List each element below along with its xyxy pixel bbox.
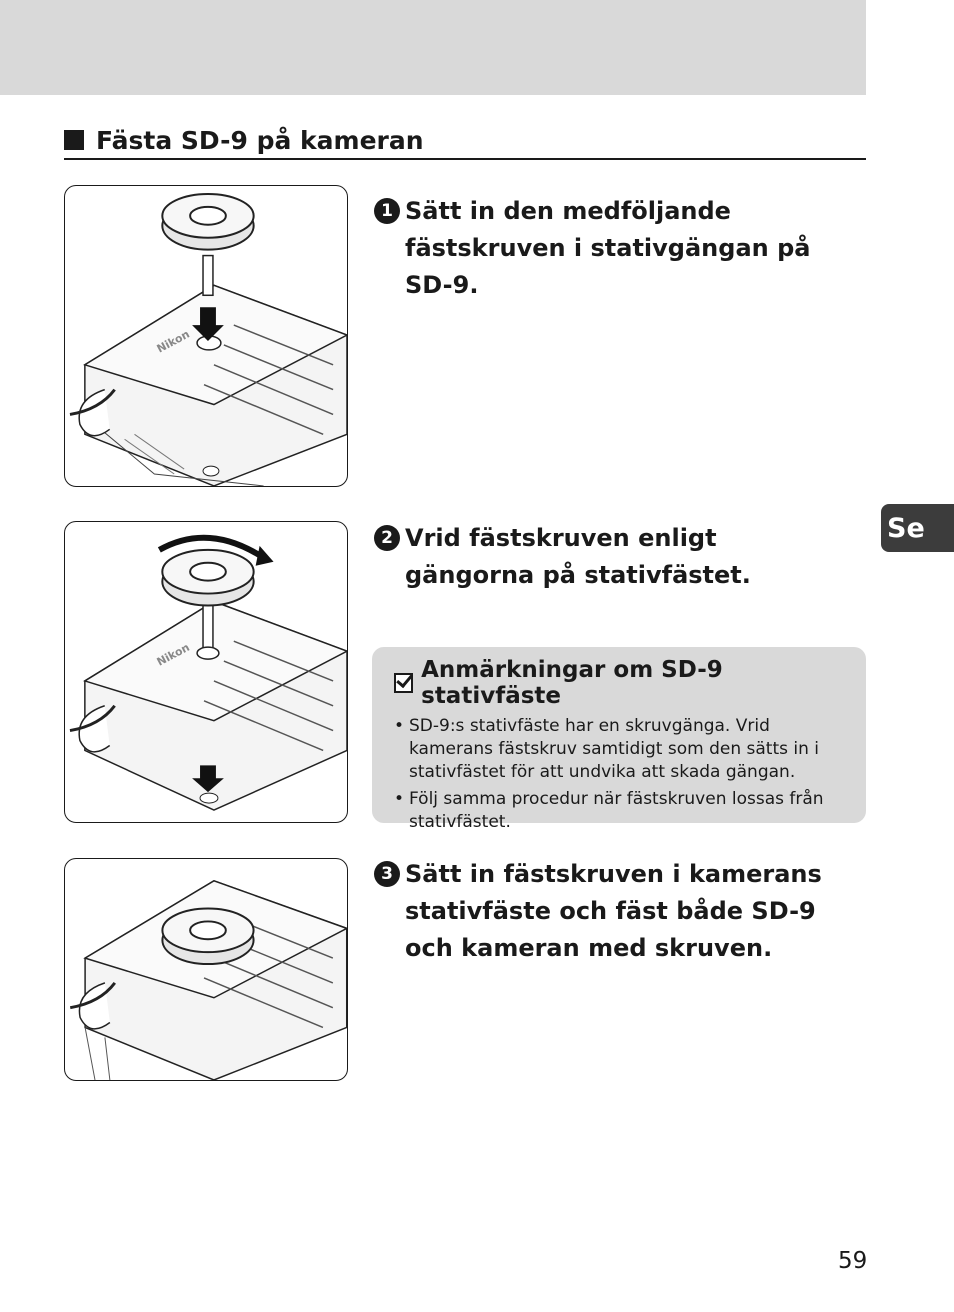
step-3 [374,856,854,967]
step-text: Sätt in fästskruven i kamerans stativfäste och fäst både SD-9 och kameran med skruven. [405,860,822,962]
step-number-badge: 3 [374,861,400,887]
note-item: • Följ samma procedur när fästskruven lossas från stativfästet. [394,788,846,834]
language-tab: Se [881,504,954,552]
step-text: Sätt in den medföljande fästskruven i stativgängan på SD-9. [405,197,811,299]
figure-step-3 [64,858,348,1081]
page-number: 59 [838,1248,868,1274]
step-number-badge: 2 [374,525,400,551]
nikon-logo: Nikon [154,327,192,356]
figure-step-2 [64,521,348,823]
header-band [0,0,866,95]
sd9-illustration-insert-screw [65,186,347,486]
step-number-badge: 1 [374,198,400,224]
checkmark-note-icon [394,673,413,693]
square-bullet-icon [64,130,84,150]
step-2 [374,520,814,594]
step-1 [374,193,854,304]
step-text: Vrid fästskruven enligt gängorna på stativfästet. [405,524,751,589]
note-list [394,715,846,834]
note-heading [394,657,846,709]
note-box [372,647,866,832]
nikon-logo: Nikon [154,640,192,669]
section-title-text: Fästa SD-9 på kameran [96,125,424,155]
section-heading [64,122,866,160]
sd9-illustration-attach-camera [65,859,347,1080]
sd9-illustration-turn-screw [65,522,347,822]
figure-step-1 [64,185,348,487]
note-item: • SD-9:s stativfäste har en skruvgänga. Vrid kamerans fästskruv samtidigt som den sätts in i stativfästet för att undvika att skada gängan. [394,715,846,784]
note-title-text: Anmärkningar om SD-9 stativfäste [421,657,723,709]
